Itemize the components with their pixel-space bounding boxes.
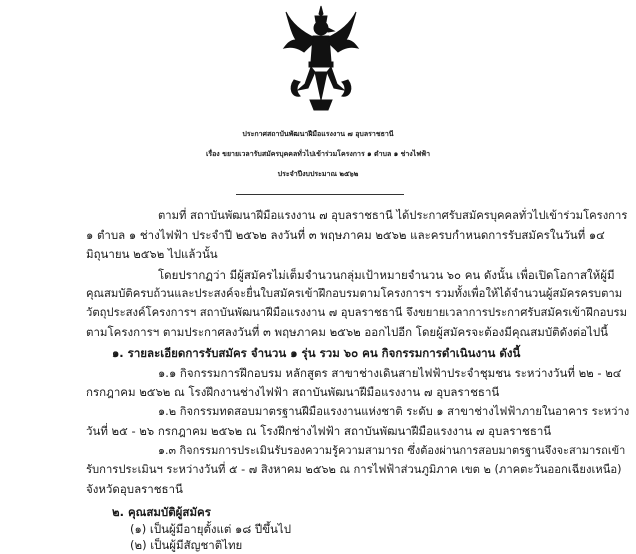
p1-line3: มิถุนายน ๒๕๖๒ ไปแล้วนั้น bbox=[86, 247, 218, 261]
s2-item-1: (๑) เป็นผู้มีอายุตั้งแต่ ๑๘ ปีขึ้นไป bbox=[130, 522, 291, 536]
p1-line1: ตามที่ สถาบันพัฒนาฝีมือแรงงาน ๗ อุบลราชธานี ได้ประกาศรับสมัครบุคคลทั่วไปเข้าร่วมโครงการ bbox=[158, 209, 628, 222]
s1-2-line1: ๑.๒ กิจกรรมทดสอบมาตรฐานฝีมือแรงงานแห่งชาติ ระดับ ๑ สาขาช่างไฟฟ้าภายในอาคาร ระหว่าง bbox=[158, 405, 630, 418]
s1-3-line1: ๑.๓ กิจกรรมการประเมินรับรองความรู้ความสามารถ ซึ่งต้องผ่านการสอบมาตรฐานจึงจะสามารถเข้า bbox=[158, 444, 626, 457]
s2-item-2: (๒) เป็นผู้มีสัญชาติไทย bbox=[130, 538, 243, 552]
p2-line1: โดยปรากฏว่า มีผู้สมัครไม่เต็มจำนวนกลุ่มเป้าหมายจำนวน ๖๐ คน ดังนั้น เพื่อเปิดโอกาสให้ผู้มี bbox=[158, 268, 615, 282]
p1-line2: ๑ ตำบล ๑ ช่างไฟฟ้า ประจำปี ๒๕๖๒ ลงวันที่ ๓ พฤษภาคม ๒๕๖๒ และครบกำหนดการรับสมัครในวันที่ ๑๔ bbox=[86, 228, 605, 242]
s1-1-line1: ๑.๑ กิจกรรมการฝึกอบรม หลักสูตร สาขาช่างเดินสายไฟฟ้าประจำชุมชน ระหว่างวันที่ ๒๒ - ๒๔ bbox=[158, 366, 622, 380]
s1-1-line2: กรกฎาคม ๒๕๖๒ ณ โรงฝึกงานช่างไฟฟ้า สถาบันพัฒนาฝีมือแรงงาน ๗ อุบลราชธานี bbox=[86, 385, 500, 399]
section1-title: ๑. รายละเอียดการรับสมัคร จำนวน ๑ รุ่น รวม ๖๐ คน กิจกรรมการดำเนินงาน ดังนี้ bbox=[112, 346, 521, 360]
section2-title: ๒. คุณสมบัติผู้สมัคร bbox=[112, 505, 211, 519]
s1-3-line3: จังหวัดอุบลราชธานี bbox=[86, 482, 183, 496]
p2-line2: คุณสมบัติครบถ้วนและประสงค์จะยื่นใบสมัครเข้าฝึกอบรมตามโครงการฯ รวมทั้งเพื่อให้ได้จำนวนผู้สมัครครบตาม bbox=[86, 287, 623, 300]
garuda-emblem-icon bbox=[282, 4, 360, 114]
announcement-title: ประกาศสถาบันพัฒนาฝีมือแรงงาน ๗ อุบลราชธานี bbox=[242, 130, 394, 138]
s1-2-line2: วันที่ ๒๕ - ๒๖ กรกฎาคม ๒๕๖๒ ณ โรงฝึกช่างไฟฟ้า สถาบันพัฒนาฝีมือแรงงาน ๗ อุบลราชธานี bbox=[86, 424, 552, 438]
p2-line3: วัตถุประสงค์โครงการฯ สถาบันพัฒนาฝีมือแรงงาน ๗ อุบลราชธานี จึงขยายเวลาการประกาศรับสมัครเข้าฝึกอบรม bbox=[86, 306, 627, 319]
s1-3-line2: รับการประเมินฯ ระหว่างวันที่ ๕ - ๗ สิงหาคม ๒๕๖๒ ณ การไฟฟ้าส่วนภูมิภาค เขต ๒ (ภาคตะวันออกเฉียงเหนือ) bbox=[86, 463, 622, 476]
announcement-subject: เรื่อง ขยายเวลารับสมัครบุคคลทั่วไปเข้าร่วมโครงการ ๑ ตำบล ๑ ช่างไฟฟ้า bbox=[205, 150, 431, 158]
announcement-fiscal-year: ประจำปีงบประมาณ ๒๕๖๒ bbox=[277, 170, 359, 178]
p2-line4: ตามโครงการฯ ตามประกาศลงวันที่ ๓ พฤษภาคม ๒๕๖๒ ออกไปอีก โดยผู้สมัครจะต้องมีคุณสมบัติดังต่อไปนี้ bbox=[86, 325, 608, 339]
title-divider bbox=[236, 194, 404, 195]
